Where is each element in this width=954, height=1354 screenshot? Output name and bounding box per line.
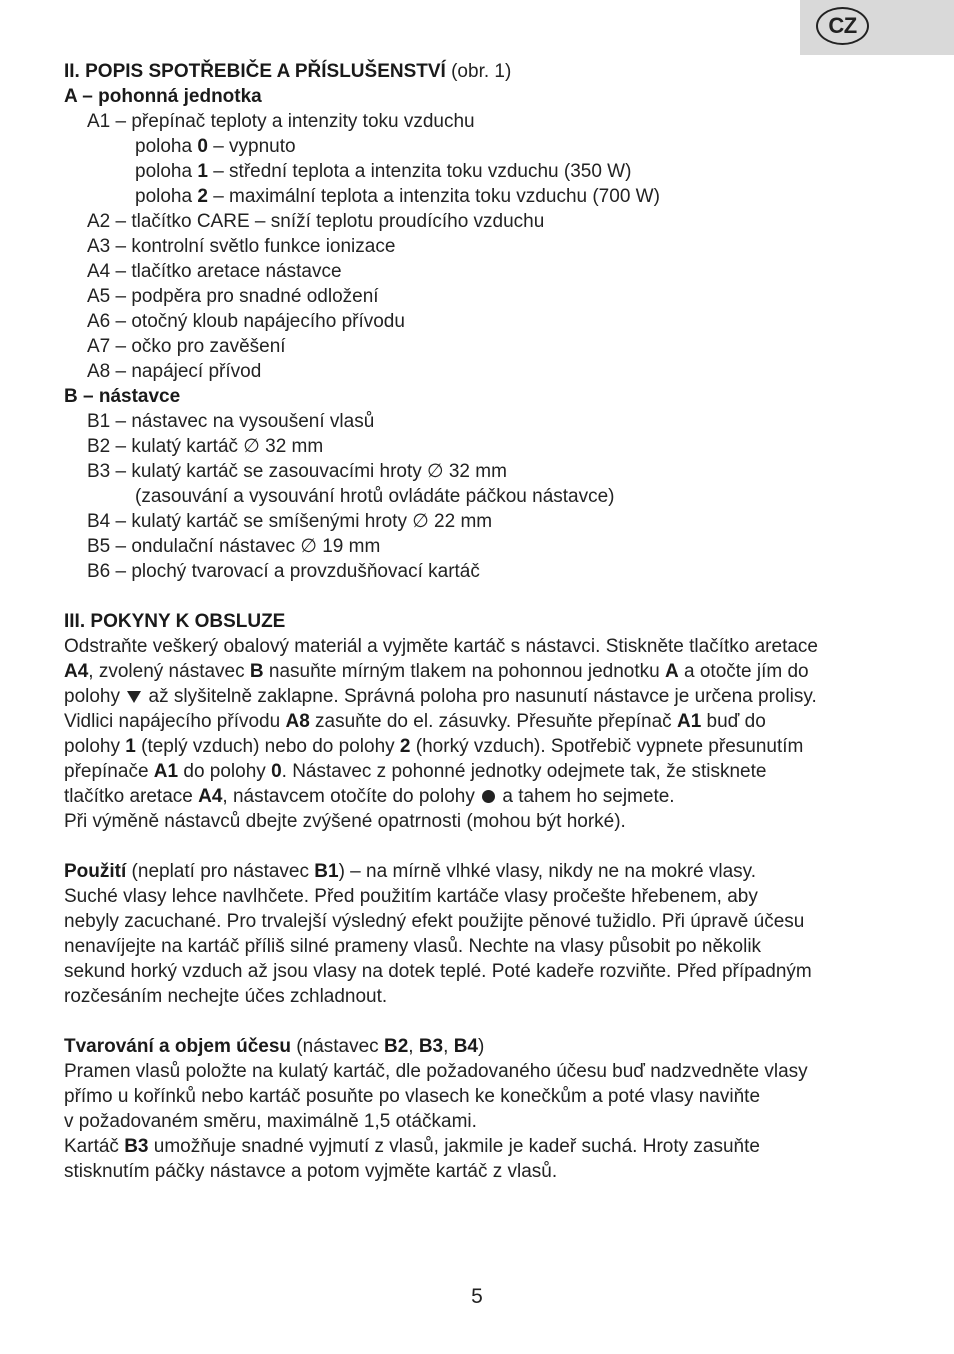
position-2-text: – maximální teplota a intenzita toku vzduchu (700 W) <box>207 186 660 207</box>
ref-a1: A1 <box>676 711 702 732</box>
position-1-number: 1 <box>197 161 208 182</box>
styling-line-5 <box>64 1134 894 1159</box>
styling-line-2: Pramen vlasů položte na kulatý kartáč, dle požadovaného účesu buď nadzvedněte vlasy <box>64 1061 808 1082</box>
item-b1: B1 – nástavec na vysoušení vlasů <box>87 411 375 432</box>
position-0-number: 0 <box>197 136 208 157</box>
item-b4: B4 – kulatý kartáč se smíšenými hroty ∅ 22 mm <box>87 511 493 532</box>
usage-line-2: Suché vlasy lehce navlhčete. Před použitím kartáče vlasy pročešte hřebenem, aby <box>64 886 758 907</box>
ref-b4: B4 <box>453 1036 478 1057</box>
ref-position-1: 1 <box>125 736 136 757</box>
item-b2: B2 – kulatý kartáč ∅ 32 mm <box>87 436 324 457</box>
text-segment: , <box>443 1036 454 1057</box>
item-b3-note: (zasouvání a vysouvání hrotů ovládáte páčkou nástavce) <box>135 486 615 507</box>
ref-a1: A1 <box>153 761 179 782</box>
usage-heading: Použití <box>64 861 127 882</box>
ref-b2: B2 <box>383 1036 409 1057</box>
text-segment: , <box>408 1036 419 1057</box>
text-segment: a tahem ho sejmete. <box>497 786 675 807</box>
text-segment: . Nástavec z pohonné jednotky odejmete tak, že stisknete <box>281 761 767 782</box>
item-b3: B3 – kulatý kartáč se zasouvacími hroty ∅ 32 mm <box>87 461 507 482</box>
spacer <box>64 1009 894 1034</box>
text-segment: ) <box>477 1036 485 1057</box>
item-a5: A5 – podpěra pro snadné odložení <box>87 286 379 307</box>
section-ii-figure-ref: (obr. 1) <box>451 61 512 82</box>
group-b-heading <box>64 384 894 409</box>
text-segment: , zvolený nástavec <box>88 661 250 682</box>
page-number: 5 <box>471 1285 483 1308</box>
ref-b: B <box>249 661 264 682</box>
position-0-label: poloha <box>135 136 198 157</box>
usage-line-3: nebyly zacuchané. Pro trvalejší výsledný efekt použijte pěnové tužidlo. Při úpravě účesu <box>64 911 805 932</box>
text-segment: a otočte jím do <box>678 661 809 682</box>
item-b6: B6 – plochý tvarovací a provzdušňovací kartáč <box>87 561 480 582</box>
position-0-text: – vypnuto <box>207 136 296 157</box>
text-segment: , nástavcem otočíte do polohy <box>222 786 481 807</box>
position-1-text: – střední teplota a intenzita toku vzduchu (350 W) <box>207 161 632 182</box>
text-segment: buď do <box>701 711 766 732</box>
ref-b3: B3 <box>124 1136 149 1157</box>
item-a8: A8 – napájecí přívod <box>87 361 262 382</box>
usage-line-1 <box>64 859 894 884</box>
styling-line-4: v požadovaném směru, maximálně 1,5 otáčkami. <box>64 1111 477 1132</box>
position-1-label: poloha <box>135 161 198 182</box>
ref-a4: A4 <box>198 786 223 807</box>
styling-heading: Tvarování a objem účesu <box>64 1036 292 1057</box>
text-segment: tlačítko aretace <box>64 786 199 807</box>
filled-circle-icon <box>482 790 495 803</box>
section-ii-heading <box>64 59 894 84</box>
group-b-title: B – nástavce <box>64 386 181 407</box>
text-segment: (nástavec <box>291 1036 384 1057</box>
styling-line-3: přímo u kořínků nebo kartáč posuňte po vlasech ke konečkům a poté vlasy naviňte <box>64 1086 761 1107</box>
ref-a: A <box>664 661 679 682</box>
usage-line-5: sekund horký vzduch až jsou vlasy na dotek teplé. Poté kadeře rozviňte. Před případným <box>64 961 812 982</box>
text-segment: polohy <box>64 686 126 707</box>
instructions-line-4 <box>64 709 894 734</box>
position-2-number: 2 <box>197 186 208 207</box>
position-1 <box>64 159 894 184</box>
instructions-line-8: Při výměně nástavců dbejte zvýšené opatrnosti (mohou být horké). <box>64 811 626 832</box>
item-a2: A2 – tlačítko CARE – sníží teplotu proudícího vzduchu <box>87 211 545 232</box>
section-iii-heading <box>64 609 894 634</box>
styling-line-1 <box>64 1034 894 1059</box>
section-iii-title: III. POKYNY K OBSLUZE <box>64 611 286 632</box>
text-segment: (horký vzduch). Spotřebič vypnete přesunutím <box>410 736 804 757</box>
position-0 <box>64 134 894 159</box>
spacer <box>64 834 894 859</box>
item-a6: A6 – otočný kloub napájecího přívodu <box>87 311 405 332</box>
item-a3: A3 – kontrolní světlo funkce ionizace <box>87 236 396 257</box>
ref-position-2: 2 <box>399 736 411 757</box>
language-badge: CZ <box>816 7 869 45</box>
position-2 <box>64 184 894 209</box>
text-segment: přepínače <box>64 761 154 782</box>
item-a4: A4 – tlačítko aretace nástavce <box>87 261 342 282</box>
item-b5: B5 – ondulační nástavec ∅ 19 mm <box>87 536 381 557</box>
section-ii-title: II. POPIS SPOTŘEBIČE A PŘÍSLUŠENSTVÍ <box>64 61 446 82</box>
instructions-line-2 <box>64 659 894 684</box>
instructions-line-3 <box>64 684 894 709</box>
text-segment: (teplý vzduch) nebo do polohy <box>135 736 400 757</box>
triangle-down-icon <box>127 691 141 703</box>
ref-a8: A8 <box>285 711 310 732</box>
text-segment: zasuňte do el. zásuvky. Přesuňte přepínač <box>309 711 677 732</box>
text-segment: nasuňte mírným tlakem na pohonnou jednotku <box>263 661 665 682</box>
text-segment: umožňuje snadné vyjmutí z vlasů, jakmile je kadeř suchá. Hroty zasuňte <box>148 1136 760 1157</box>
language-tab <box>800 0 954 55</box>
position-2-label: poloha <box>135 186 198 207</box>
text-segment: (neplatí pro nástavec <box>126 861 315 882</box>
ref-b1: B1 <box>314 861 339 882</box>
text-segment: Vidlici napájecího přívodu <box>64 711 286 732</box>
text-segment: polohy <box>64 736 126 757</box>
text-segment: až slyšitelně zaklapne. Správná poloha pro nasunutí nástavce je určena prolisy. <box>143 686 817 707</box>
instructions-line-5 <box>64 734 894 759</box>
group-a-heading <box>64 84 894 109</box>
item-a7: A7 – očko pro zavěšení <box>87 336 286 357</box>
text-segment: do polohy <box>178 761 272 782</box>
item-a1: A1 – přepínač teploty a intenzity toku vzduchu <box>87 111 475 132</box>
instructions-line-1: Odstraňte veškerý obalový materiál a vyjměte kartáč s nástavci. Stiskněte tlačítko aretace <box>64 636 818 657</box>
ref-b3: B3 <box>418 1036 444 1057</box>
instructions-line-6 <box>64 759 894 784</box>
instructions-line-7 <box>64 784 894 809</box>
spacer <box>64 584 894 609</box>
document-body <box>64 59 894 1184</box>
ref-position-0: 0 <box>271 761 282 782</box>
ref-a4: A4 <box>64 661 89 682</box>
usage-line-6: rozčesáním nechejte účes zchladnout. <box>64 986 388 1007</box>
styling-line-6: stisknutím páčky nástavce a potom vyjměte kartáč z vlasů. <box>64 1161 558 1182</box>
text-segment: ) – na mírně vlhké vlasy, nikdy ne na mokré vlasy. <box>338 861 757 882</box>
usage-line-4: nenavíjejte na kartáč příliš silné prameny vlasů. Nechte na vlasy působit po několik <box>64 936 762 957</box>
text-segment: Kartáč <box>64 1136 125 1157</box>
group-a-title: A – pohonná jednotka <box>64 86 262 107</box>
